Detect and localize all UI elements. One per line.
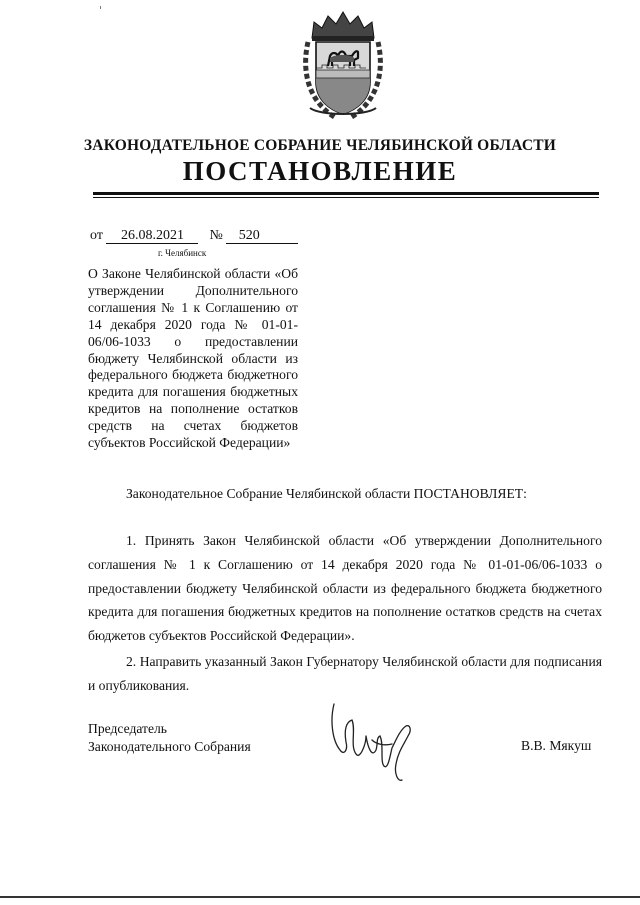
signatory-title-line-1: Председатель [88,721,167,736]
header-divider-thick [93,192,599,195]
item-1-text: 1. Принять Закон Челябинской области «Об утверждении Дополнительного соглашения № 1 к Соглашению от 14 декабря 2020 года № 01-01-06/06-1033 о предоставлении бюджету Челябинской области из федерального бюджета бюджетного кредита для погашения бюджетных кредитов на пополнение остатков средств на счетах бюджетов субъектов Российской Федерации». [88,533,602,644]
organization-name: ЗАКОНОДАТЕЛЬНОЕ СОБРАНИЕ ЧЕЛЯБИНСКОЙ ОБЛАСТИ [83,137,557,154]
from-label: от [90,228,103,243]
handwritten-signature-icon [326,700,422,784]
header-divider-thin [93,197,599,198]
resolution-item-2 [88,650,602,698]
number-field [226,228,298,244]
coat-of-arms-icon [300,8,386,122]
signatory-name: В.В. Мякуш [521,738,592,753]
signatory-title-line-2: Законодательного Собрания [88,738,251,754]
document-type-title: ПОСТАНОВЛЕНИЕ [182,156,458,186]
page-bottom-edge [0,896,640,898]
item-2-text: 2. Направить указанный Закон Губернатору Челябинской области для подписания и опубликования. [88,654,602,693]
scan-artifact [100,6,101,9]
number-value: 520 [238,228,260,243]
date-field: 26.08.2021 [106,228,198,244]
signatory-title [88,720,251,755]
preamble-text: Законодательное Собрание Челябинской области ПОСТАНОВЛЯЕТ: [126,486,527,501]
city-label: г. Челябинск [158,248,207,258]
date-number-line [90,228,298,244]
number-label: № [209,228,223,243]
document-subject: О Законе Челябинской области «Об утверждении Дополнительного соглашения № 1 к Соглашению от 14 декабря 2020 года № 01-01-06/06-1033 о предоставлении бюджету Челябинской области из федерального бюджета бюджетного кредита для погашения бюджетных кредитов на пополнение остатков средств на счетах бюджетов субъектов Российской Федерации» [88,266,298,451]
resolution-item-1 [88,529,602,648]
